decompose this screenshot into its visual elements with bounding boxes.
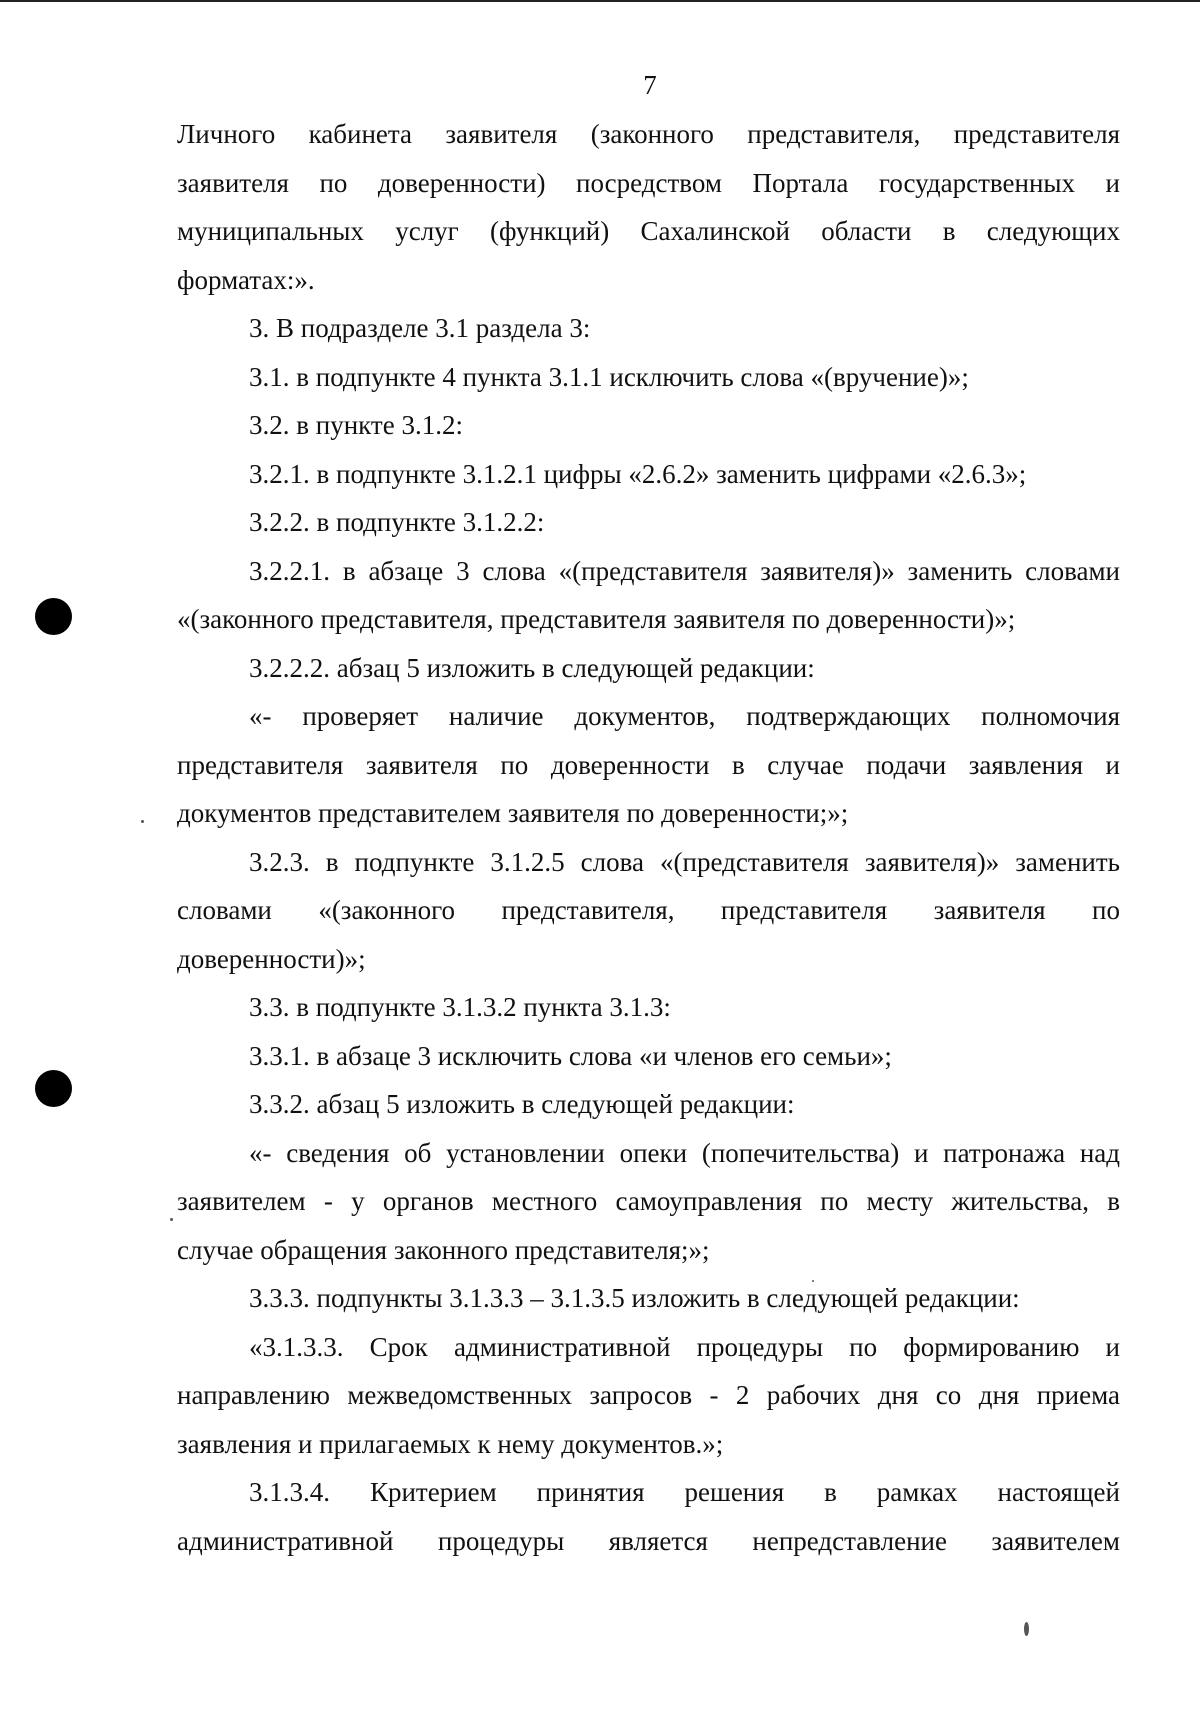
scan-speck bbox=[141, 820, 144, 823]
text-line: 3.3.1. в абзаце 3 исключить слова «и членов его семьи»; bbox=[249, 1040, 892, 1071]
text-line: доверенности)»; bbox=[177, 943, 366, 974]
document-body bbox=[177, 110, 1120, 1565]
text-line: документов представителем заявителя по доверенности;»; bbox=[177, 798, 849, 828]
text-line: административной процедуры является непредставление заявителем bbox=[177, 1525, 1120, 1556]
text-line: 3.2.2.2. абзац 5 изложить в следующей редакции: bbox=[249, 652, 815, 683]
text-line: случае обращения законного представителя;»; bbox=[177, 1234, 710, 1265]
text-line: заявителем - у органов местного самоуправления по месту жительства, в bbox=[177, 1186, 1120, 1216]
text-line: муниципальных услуг (функций) Сахалинской области в следующих bbox=[177, 216, 1120, 246]
text-line: 3.3.3. подпункты 3.1.3.3 – 3.1.3.5 изложить в следующей редакции: bbox=[249, 1283, 1020, 1313]
text-line: 3. В подразделе 3.1 раздела 3: bbox=[249, 313, 591, 343]
text-line: словами «(законного представителя, представителя заявителя по bbox=[177, 895, 1120, 925]
scan-speck bbox=[170, 1218, 173, 1221]
text-line: форматах:». bbox=[177, 264, 315, 295]
page-number: 7 bbox=[643, 70, 657, 100]
text-line: 3.2.3. в подпункте 3.1.2.5 слова «(представителя заявителя)» заменить bbox=[249, 846, 1120, 877]
text-line: представителя заявителя по доверенности в случае подачи заявления и bbox=[177, 749, 1120, 780]
text-line: «3.1.3.3. Срок административной процедуры по формированию и bbox=[249, 1331, 1120, 1362]
text-line: «(законного представителя, представителя заявителя по доверенности)»; bbox=[177, 604, 1016, 634]
text-line: «- проверяет наличие документов, подтверждающих полномочия bbox=[249, 701, 1120, 731]
text-line: 3.1.3.4. Критерием принятия решения в рамках настоящей bbox=[249, 1477, 1120, 1507]
text-line: заявителя по доверенности) посредством Портала государственных и bbox=[177, 167, 1120, 198]
text-line: «- сведения об установлении опеки (попечительства) и патронажа над bbox=[249, 1137, 1120, 1168]
text-line: заявления и прилагаемых к нему документов.»; bbox=[177, 1428, 724, 1459]
text-line: направлению межведомственных запросов - 2 рабочих дня со дня приема bbox=[177, 1380, 1120, 1410]
text-line: 3.2.2. в подпункте 3.1.2.2: bbox=[249, 507, 545, 537]
text-line: 3.2.1. в подпункте 3.1.2.1 цифры «2.6.2» заменить цифрами «2.6.3»; bbox=[249, 458, 1027, 489]
text-line: 3.2.2.1. в абзаце 3 слова «(представителя заявителя)» заменить словами bbox=[249, 555, 1120, 586]
page-top-edge bbox=[0, 0, 1200, 2]
scan-speck bbox=[1024, 1622, 1029, 1636]
text-line: Личного кабинета заявителя (законного представителя, представителя bbox=[177, 119, 1120, 149]
text-line: 3.2. в пункте 3.1.2: bbox=[249, 410, 463, 440]
text-line: 3.3.2. абзац 5 изложить в следующей редакции: bbox=[249, 1089, 795, 1119]
text-line: 3.3. в подпункте 3.1.3.2 пункта 3.1.3: bbox=[249, 992, 671, 1022]
punch-hole-lower bbox=[35, 1070, 72, 1107]
text-line: 3.1. в подпункте 4 пункта 3.1.1 исключить слова «(вручение)»; bbox=[249, 361, 969, 392]
punch-hole-upper bbox=[35, 598, 72, 635]
